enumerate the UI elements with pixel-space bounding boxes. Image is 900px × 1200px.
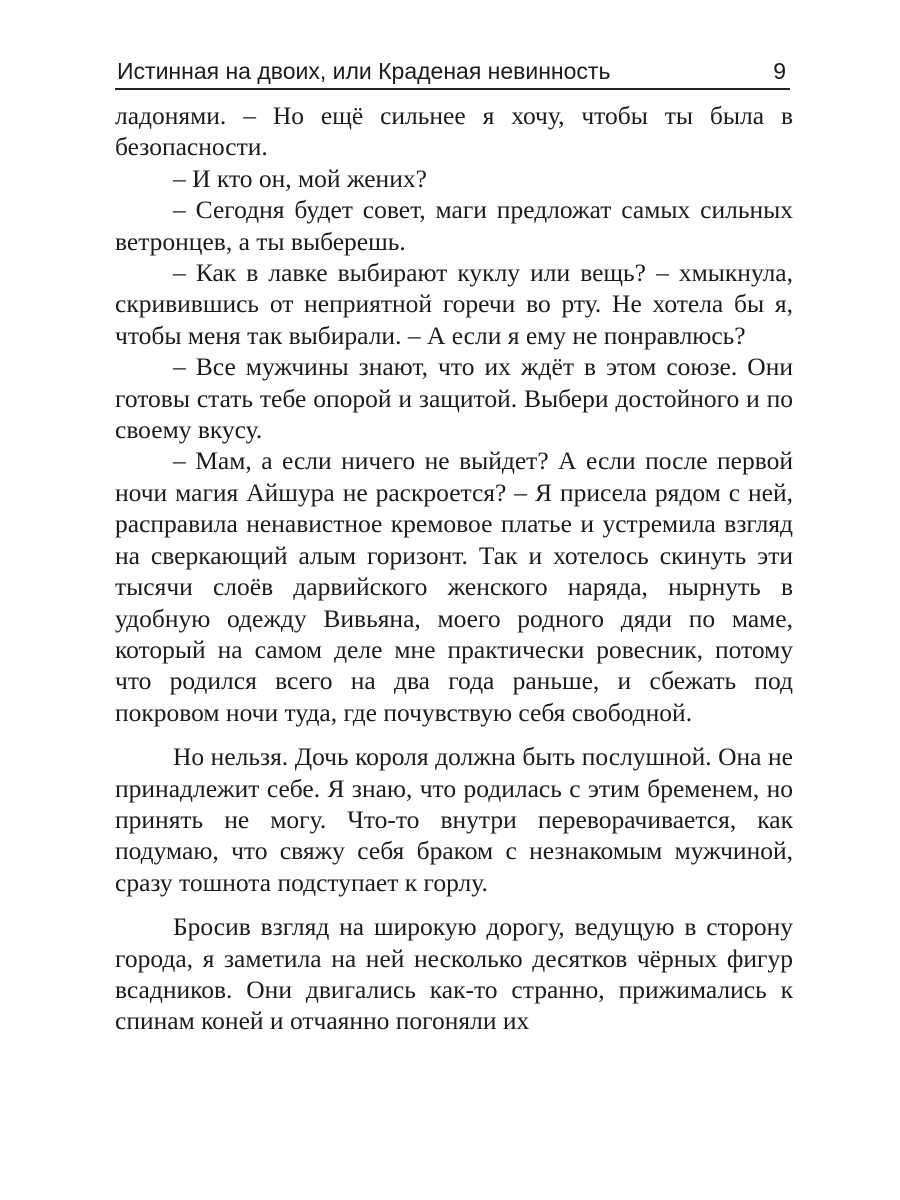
body-text xyxy=(115,100,793,1037)
paragraph: ладонями. – Но ещё сильнее я хочу, чтобы ты была в безопасности. xyxy=(115,101,793,162)
book-title: Истинная на двоих, или Краденая невинность xyxy=(117,58,611,84)
paragraph: – Мам, а если ничего не выйдет? А если после первой ночи магия Айшура не раскроется? – Я присела рядом с ней, расправила ненавистное кремовое платье и устремила взгляд на сверкающий алым горизонт. Так и хотелось скинуть эти тысячи слоёв дарвийского женского наряда, нырнуть в удобную одежду Вивьяна, моего родного дяди по маме, который на самом деле мне практически ровесник, потому что родился всего на два года раньше, и сбежать под покровом ночи туда, где почувствую себя свободной. xyxy=(115,446,793,727)
paragraph: – Как в лавке выбирают куклу или вещь? – хмыкнула, скривившись от неприятной горечи во рту. Не хотела бы я, чтобы меня так выбирали. – А если я ему не понравлюсь? xyxy=(115,258,793,350)
paragraph: Бросив взгляд на широкую дорогу, ведущую в сторону города, я заметила на ней несколько десятков чёрных фигур всадников. Они двигались как-то странно, прижимались к спинам коней и отчаянно погоняли их xyxy=(115,912,793,1036)
paragraph: – Сегодня будет совет, маги предложат самых сильных ветронцев, а ты выберешь. xyxy=(115,195,793,256)
paragraph: – И кто он, мой жених? xyxy=(173,163,427,193)
paragraph: – Все мужчины знают, что их ждёт в этом союзе. Они готовы стать тебе опорой и защитой. Выбери достойного и по своему вкусу. xyxy=(115,352,793,445)
paragraph: Но нельзя. Дочь короля должна быть послушной. Она не принадлежит себе. Я знаю, что родилась с этим бременем, но принять не могу. Что-то внутри переворачивается, как подумаю, что свяжу себя браком с незнакомым мужчиной, сразу тошнота подступает к горлу. xyxy=(115,742,793,897)
page-number: 9 xyxy=(773,58,786,84)
running-header xyxy=(115,56,790,90)
